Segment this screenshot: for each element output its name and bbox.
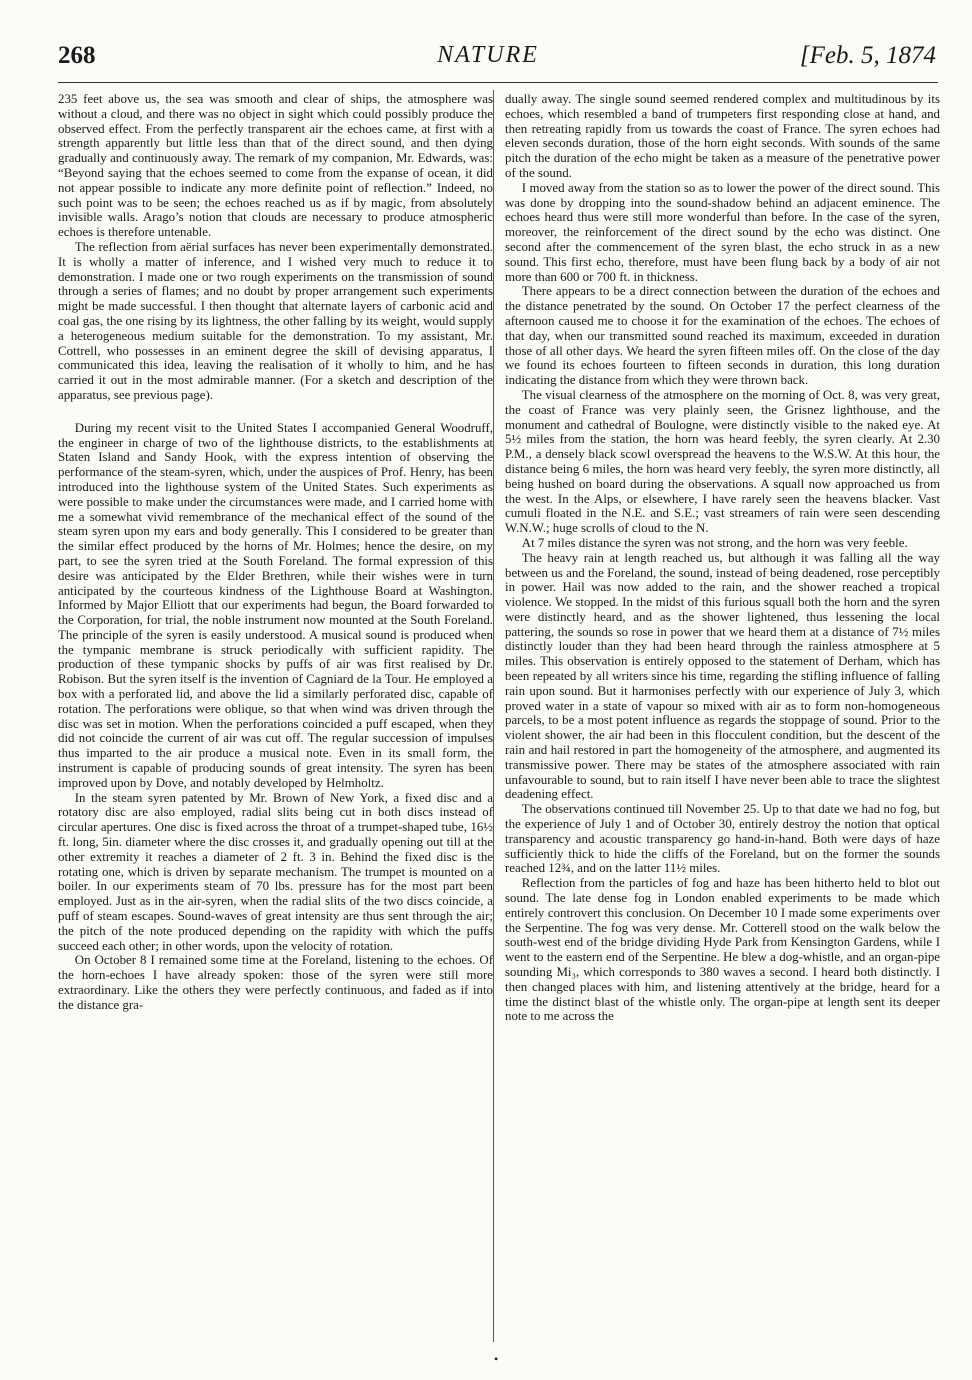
left-column [58, 92, 493, 1013]
page-number: 268 [58, 42, 96, 69]
paragraph: I moved away from the station so as to lower the power of the direct sound. This was done by dropping into the sound-shadow behind an adjacent eminence. The echoes heard thus were still more wonderful than before. In the case of the syren, moreover, the reinforcement of the direct sound by the echo was distinct. One second after the commencement of the syren blast, the echo struck in as a new sound. This first echo, therefore, must have been flung back by a body of air not more than 600 or 700 ft. in thickness. [505, 180, 940, 284]
paragraph: There appears to be a direct connection between the duration of the echoes and the distance penetrated by the sound. On October 17 the perfect clearness of the afternoon caused me to choose it for the examination of the echoes. The echoes of that day, when our transmitted sound reached its maximum, exceeded in duration those of all other days. We heard the syren fifteen miles off. On the close of the day we found its echoes fourteen to fifteen seconds in duration, this long duration indicating the distance from which they were thrown back. [505, 284, 940, 388]
paragraph: 235 feet above us, the sea was smooth and clear of ships, the atmosphere was without a cloud, and there was no object in sight which could possibly produce the observed effect. From the perfectly transparent air the echoes came, at first with a strength apparently but little less than that of the direct sound, and then dying gradually and continuously away. The remark of my companion, Mr. Edwards, was: “Beyond saying that the echoes seemed to come from the expanse of ocean, it did not appear possible to indicate any more definite point of reflection.” Indeed, no such point was to be seen; the echoes reached us as if by magic, from absolutely invisible walls. Arago’s notion that clouds are necessary to produce atmospheric echoes is therefore untenable. [58, 92, 493, 240]
page-mark: • [494, 1352, 499, 1366]
paragraph: At 7 miles distance the syren was not strong, and the horn was very feeble. [521, 535, 908, 550]
paragraph: dually away. The single sound seemed rendered complex and multitudinous by its echoes, which resembled a band of trumpeters first responding close at hand, and then retreating rapidly from us towards the coast of France. The syren echoes had eleven seconds duration, those of the horn eight seconds. With sounds of the same pitch the duration of the echo might be taken as a measure of the penetrative power of the sound. [505, 92, 940, 180]
page-header [40, 38, 936, 82]
issue-date: [Feb. 5, 1874 [799, 42, 936, 69]
paragraph: In the steam syren patented by Mr. Brown of New York, a fixed disc and a rotatory disc are also employed, radial slits being cut in both discs instead of circular apertures. One disc is fixed across the throat of a trumpet-shaped tube, 16½ ft. long, 5in. diameter where the disc crosses it, and gradually opening out till at the other extremity it reaches a diameter of 2 ft. 3 in. Behind the fixed disc is the rotating one, which is driven by separate mechanism. The trumpet is mounted on a boiler. In our experiments steam of 70 lbs. pressure has for the most part been employed. Just as in the air-syren, when the radial slits of the two discs coincide, a puff of steam escapes. Sound-waves of great intensity are thus sent through the air; the pitch of the note produced depending on the rapidity with which the puffs succeed each other; in other words, upon the velocity of rotation. [58, 790, 493, 953]
header-rule [58, 82, 938, 83]
paragraph: During my recent visit to the United States I accompanied General Woodruff, the engineer in charge of two of the lighthouse districts, to the establishments at Staten Island and Sandy Hook, with the express intention of observing the performance of the steam-syren, which, under the auspices of Prof. Henry, has been introduced into the lighthouse system of the United States. Such experiments as were possible to make under the circumstances were made, and I carried home with me a somewhat vivid remembrance of the mechanical effect of the sound of the steam syren upon my ears and body generally. This I considered to be greater than the similar effect produced by the horns of Mr. Holmes; hence the desire, on my part, to see the syren tried at the South Foreland. The formal expression of this desire was anticipated by the Elder Brethren, while their wishes were in turn anticipated by the courteous kindness of the Lighthouse Board at Washington. Informed by Major Elliott that our experiments had begun, the Board forwarded to the Corporation, for trial, the noble instrument now mounted at the South Foreland. The principle of the syren is easily understood. A musical sound is produced when the tympanic membrane is struck periodically with sufficient rapidity. The production of these tympanic shocks by puffs of air was first realised by Dr. Robison. But the syren itself is the invention of Cagniard de la Tour. He employed a box with a perforated lid, and above the lid a similarly perforated disc, capable of rotation. The perforations were oblique, so that when wind was driven through the disc was set in motion. When the perforations coincided a puff escaped, when they did not coincide the current of air was cut off. The regular succession of impulses thus imparted to the air produce a musical note. Even in its small form, the instrument is capable of producing sounds of great intensity. The syren has been improved upon by Dove, and notably developed by Helmholtz. [58, 420, 493, 790]
paragraph: On October 8 I remained some time at the Foreland, listening to the echoes. Of the horn-echoes I have already spoken: those of the syren were still more extraordinary. Like the others they were perfectly continuous, and faded as if into the distance gra- [58, 953, 493, 1012]
paragraph: The heavy rain at length reached us, but although it was falling all the way between us and the Foreland, the sound, instead of being deadened, rose perceptibly in power. Hail was now added to the rain, and the shower reached a tropical violence. We stopped. In the midst of this furious squall both the horn and the syren were distinctly heard, and as the shower lightened, thus lessening the local pattering, the sounds so rose in power that we heard them at a distance of 7½ miles distinctly louder than they had been heard through the rainless atmosphere at 5 miles. This observation is entirely opposed to the statement of Derham, which has been repeated by all writers since his time, regarding the stifling influence of falling rain upon sound. But it harmonises perfectly with our experience of July 3, which proved water in a state of vapour so mixed with air as to form non-homogeneous parcels, to be a most potent influence as regards the stoppage of sound. Prior to the violent shower, the air had been in this flocculent condition, but the descent of the rain and hail restored in part the homogeneity of the atmosphere, and augmented its transmissive power. There may be states of the atmosphere associated with rain unfavourable to sound, but to rain itself I have never been able to trace the slightest deadening effect. [505, 550, 940, 802]
paragraph: The visual clearness of the atmosphere on the morning of Oct. 8, was very great, the coast of France was very plainly seen, the Grisnez lighthouse, and the monument and cathedral of Boulogne, were distinctly visible to the naked eye. At 5½ miles from the station, the horn was heard feebly, the syren clearly. At 2.30 P.M., a densely black scowl overspread the heavens to the W.S.W. At this hour, the distance being 6 miles, the horn was heard very feebly, the syren more distinctly, all being hushed on board during the observations. A squall now approached us from the west. In the Alps, or elsewhere, I have rarely seen the heavens blacker. Vast cumuli floated in the N.E. and S.E.; vast streamers of rain were seen descending W.N.W.; huge scrolls of cloud to the N. [505, 387, 940, 536]
paragraph: The reflection from aërial surfaces has never been experimentally demonstrated. It is wholly a matter of inference, and I wished very much to reduce it to demonstration. I made one or two rough experiments on the transmission of sound through a series of flames; and no doubt by proper arrangement such experiments might be made successful. I then thought that alternate layers of carbonic acid and coal gas, the one rising by its lightness, the other falling by its weight, would supply a heterogeneous medium suitable for the demonstration. To my assistant, Mr. Cottrell, who possesses in an eminent degree the skill of devising apparatus, I communicated this idea, leaving the realisation of it wholly to him, and he has carried it out in the most admirable manner. (For a sketch and description of the apparatus, see previous page). [58, 239, 493, 402]
journal-title: NATURE [437, 42, 539, 68]
paragraph: Reflection from the particles of fog and haze has been hitherto held to blot out sound. The late dense fog in London enabled experiments to be made which entirely controvert this conclusion. On December 10 I made some experiments over the Serpentine. The fog was very dense. Mr. Cotterell stood on the walk below the south-west end of the bridge dividing Hyde Park from Kensington Gardens, while I went to the eastern end of the Serpentine. He blew a dog-whistle, and an organ-pipe sounding Mi₃, which corresponds to 380 waves a second. I heard both distinctly. I then changed places with him, and listening attentively at the bridge, heard for a time the distinct blast of the whistle only. The organ-pipe at length sent its deeper note to me across the [505, 876, 940, 1024]
column-divider [493, 90, 494, 1342]
paragraph: The observations continued till November 25. Up to that date we had no fog, but the experience of July 1 and of October 30, entirely destroy the notion that optical transparency and acoustic transparency go hand-in-hand. Both were days of haze sufficiently thick to hide the cliffs of the Foreland, but on the former the sounds reached 12¾, and on the latter 11½ miles. [505, 802, 940, 876]
right-column [505, 92, 940, 1024]
